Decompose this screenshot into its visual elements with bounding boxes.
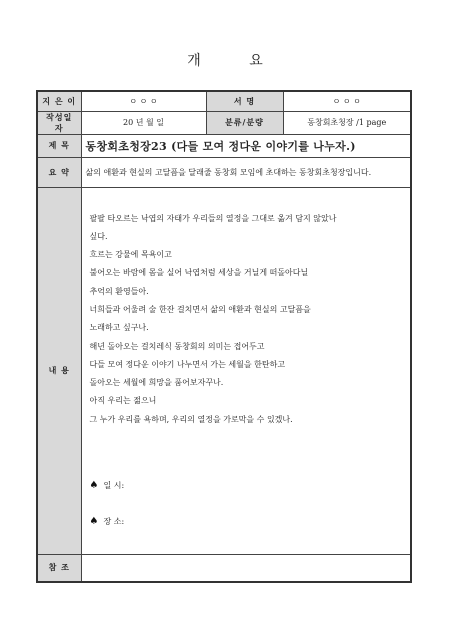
text-line: 추억의 환영들아. (89, 286, 149, 296)
author-row (37, 91, 411, 111)
subject-value: 동창회초청장23 (다들 모여 정다운 이야기를 나누자.) (81, 134, 411, 157)
signature-value: ㅇ ㅇ ㅇ (283, 91, 411, 111)
event-place-label: 장 소: (103, 516, 125, 526)
text-line: 다들 모여 정다운 이야기 나누면서 가는 세월을 한탄하고 (89, 359, 286, 369)
content-cell (81, 187, 411, 554)
content-label: 내 용 (37, 187, 81, 554)
reference-label: 참 조 (37, 554, 81, 582)
text-line: 너희들과 어울려 술 한잔 걸치면서 삶의 애환과 현실의 고달픔을 (89, 304, 311, 314)
overview-form (36, 90, 412, 583)
text-line: 팔팔 타오르는 낙엽의 자태가 우리들의 열정을 그대로 옮겨 담지 않았나 (89, 213, 337, 223)
date-label: 작성일자 (37, 111, 81, 134)
signature-label: 서 명 (206, 91, 283, 111)
event-place (90, 503, 403, 539)
event-date-label: 일 시: (103, 480, 125, 490)
reference-row (37, 554, 411, 582)
event-date (90, 467, 403, 503)
content-row (37, 187, 411, 554)
document-title: 개 요 (187, 53, 285, 69)
category-label: 분류/분량 (206, 111, 283, 134)
text-line: 흐르는 강물에 목욕이고 (89, 250, 172, 260)
author-value: ㅇ ㅇ ㅇ (81, 91, 206, 111)
summary-row (37, 157, 411, 187)
author-label: 지 은 이 (37, 91, 81, 111)
text-line: 그 누가 우리를 욕하며, 우리의 열정을 가로막을 수 있겠나. (89, 414, 293, 424)
text-line: 싶다. (89, 231, 108, 241)
text-line: 불어오는 바람에 몸을 실어 낙엽처럼 세상을 거닐게 떠돌아다닐 (89, 268, 309, 278)
category-value: 동창회초청장 /1 page (283, 111, 411, 134)
date-value: 20 년 월 일 (81, 111, 206, 134)
spade-icon: ♠ (89, 479, 99, 491)
summary-label: 요 약 (37, 157, 81, 187)
text-line: 돌아오는 세월에 희망을 품어보자꾸나. (89, 378, 224, 388)
date-row (37, 111, 411, 134)
spade-icon: ♠ (89, 515, 99, 527)
text-line: 아직 우리는 젊으니 (89, 396, 157, 406)
text-line: 해년 돌아오는 걸치레식 동창회의 의미는 접어두고 (89, 341, 265, 351)
text-line: 노래하고 싶구나. (89, 323, 149, 333)
invitation-text (90, 210, 403, 430)
reference-value (81, 554, 411, 582)
summary-value: 삶의 애환과 현실의 고달픔을 달래줄 동창회 모임에 초대하는 동창회초청장입니다. (81, 157, 411, 187)
event-details (90, 467, 403, 539)
subject-label: 제 목 (37, 134, 81, 157)
subject-row (37, 134, 411, 157)
